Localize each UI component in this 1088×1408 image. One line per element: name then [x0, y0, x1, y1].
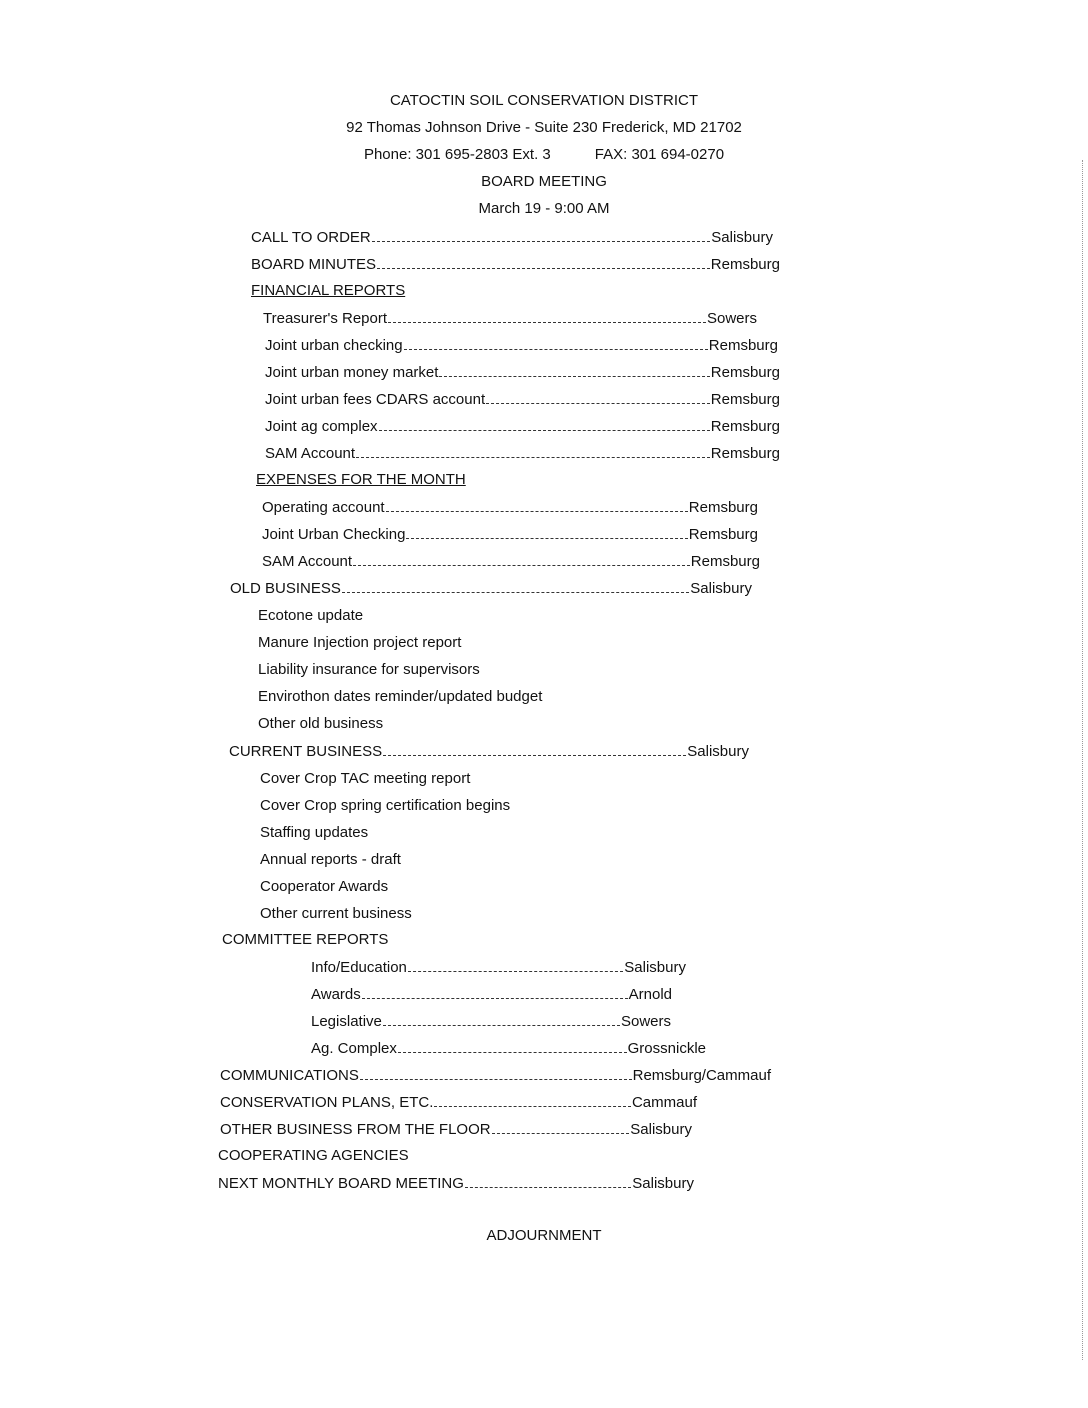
- phone-number: Phone: 301 695-2803 Ext. 3: [363, 146, 551, 163]
- agenda-communications: [220, 1066, 771, 1086]
- agenda-item-label: Info/Education: [311, 959, 407, 976]
- financial-report-item: [265, 336, 778, 356]
- agenda-call-to-order: [251, 228, 773, 248]
- old-business-item: Other old business: [258, 715, 384, 732]
- committee-report-item: [311, 985, 672, 1005]
- agenda-old-business: [230, 579, 752, 599]
- committee-report-item: [311, 1012, 671, 1032]
- expense-item: [262, 552, 760, 572]
- current-business-item: Other current business: [260, 905, 412, 922]
- agenda-item-presenter: Grossnickle: [627, 1040, 706, 1057]
- agenda-item-label: Awards: [311, 986, 361, 1003]
- district-address: 92 Thomas Johnson Drive - Suite 230 Frederick, MD 21702: [346, 119, 742, 136]
- agenda-item-presenter: Remsburg: [710, 364, 780, 381]
- agenda-item-presenter: Salisbury: [687, 743, 749, 760]
- agenda-item-label: Joint urban checking: [265, 337, 403, 354]
- old-business-item: Envirothon dates reminder/updated budget: [258, 688, 543, 705]
- agenda-item-label: Treasurer's Report: [263, 310, 388, 327]
- meeting-date: March 19 - 9:00 AM: [478, 200, 610, 217]
- financial-report-item: [265, 417, 780, 437]
- agenda-item-presenter: Remsburg: [710, 418, 780, 435]
- agenda-item-presenter: Remsburg/Cammauf: [632, 1067, 771, 1084]
- expense-item: [262, 525, 758, 545]
- current-business-item: Cover Crop TAC meeting report: [260, 770, 471, 787]
- agenda-item-label: Joint Urban Checking: [262, 526, 406, 543]
- agenda-other-business: [220, 1120, 692, 1140]
- agenda-item-label: Joint urban fees CDARS account: [265, 391, 486, 408]
- adjournment: ADJOURNMENT: [486, 1227, 602, 1244]
- old-business-item: Manure Injection project report: [258, 634, 462, 651]
- agenda-item-label: Ag. Complex: [311, 1040, 397, 1057]
- meeting-title: BOARD MEETING: [481, 173, 607, 190]
- old-business-item: Ecotone update: [258, 607, 364, 624]
- district-name: CATOCTIN SOIL CONSERVATION DISTRICT: [389, 92, 699, 109]
- agenda-item-presenter: Remsburg: [710, 445, 780, 462]
- agenda-item-label: OLD BUSINESS: [230, 580, 341, 597]
- financial-report-item: [265, 363, 780, 383]
- agenda-item-label: OTHER BUSINESS FROM THE FLOOR: [220, 1121, 491, 1138]
- agenda-item-presenter: Remsburg: [688, 526, 758, 543]
- fax-number: FAX: 301 694-0270: [594, 146, 725, 163]
- agenda-item-label: SAM Account: [265, 445, 356, 462]
- agenda-item-presenter: Remsburg: [708, 337, 778, 354]
- agenda-item-presenter: Remsburg: [710, 391, 780, 408]
- financial-report-item: [265, 444, 780, 464]
- agenda-item-label: CURRENT BUSINESS: [229, 743, 383, 760]
- committee-report-item: [311, 1039, 706, 1059]
- agenda-item-presenter: Sowers: [620, 1013, 671, 1030]
- agenda-item-label: CONSERVATION PLANS, ETC.: [220, 1094, 434, 1111]
- scan-edge-mark: [1082, 160, 1084, 1360]
- agenda-item-presenter: Salisbury: [690, 580, 752, 597]
- agenda-next-meeting: [218, 1174, 694, 1194]
- agenda-board-minutes: [251, 255, 780, 275]
- contact-line: [0, 146, 1088, 163]
- agenda-item-presenter: Salisbury: [632, 1175, 694, 1192]
- agenda-cooperating-agencies: COOPERATING AGENCIES: [218, 1147, 409, 1164]
- current-business-item: Cooperator Awards: [260, 878, 389, 895]
- expenses-heading: EXPENSES FOR THE MONTH: [256, 471, 466, 488]
- agenda-item-presenter: Remsburg: [690, 553, 760, 570]
- agenda-item-presenter: Salisbury: [624, 959, 686, 976]
- expense-item: [262, 498, 758, 518]
- committee-report-item: [311, 958, 686, 978]
- current-business-item: Annual reports - draft: [260, 851, 401, 868]
- old-business-item: Liability insurance for supervisors: [258, 661, 480, 678]
- agenda-item-label: COMMUNICATIONS: [220, 1067, 359, 1084]
- financial-report-item: [265, 390, 780, 410]
- agenda-item-label: Operating account: [262, 499, 385, 516]
- agenda-item-label: Legislative: [311, 1013, 382, 1030]
- agenda-item-presenter: Arnold: [628, 986, 672, 1003]
- agenda-item-label: CALL TO ORDER: [251, 229, 371, 246]
- agenda-item-presenter: Remsburg: [688, 499, 758, 516]
- agenda-item-label: NEXT MONTHLY BOARD MEETING: [218, 1175, 464, 1192]
- agenda-current-business: [229, 742, 749, 762]
- agenda-item-label: Joint urban money market: [265, 364, 439, 381]
- committee-reports-heading: COMMITTEE REPORTS: [222, 931, 389, 948]
- agenda-item-presenter: Sowers: [706, 310, 757, 327]
- agenda-item-label: SAM Account: [262, 553, 353, 570]
- agenda-item-label: Joint ag complex: [265, 418, 378, 435]
- agenda-item-presenter: Cammauf: [631, 1094, 697, 1111]
- current-business-item: Cover Crop spring certification begins: [260, 797, 511, 814]
- agenda-item-presenter: Salisbury: [711, 229, 773, 246]
- agenda-item-label: BOARD MINUTES: [251, 256, 377, 273]
- agenda-item-presenter: Remsburg: [710, 256, 780, 273]
- financial-report-item: [263, 309, 757, 329]
- agenda-item-presenter: Salisbury: [630, 1121, 692, 1138]
- financial-reports-heading: FINANCIAL REPORTS: [251, 282, 406, 299]
- agenda-conservation-plans: [220, 1093, 697, 1113]
- current-business-item: Staffing updates: [260, 824, 369, 841]
